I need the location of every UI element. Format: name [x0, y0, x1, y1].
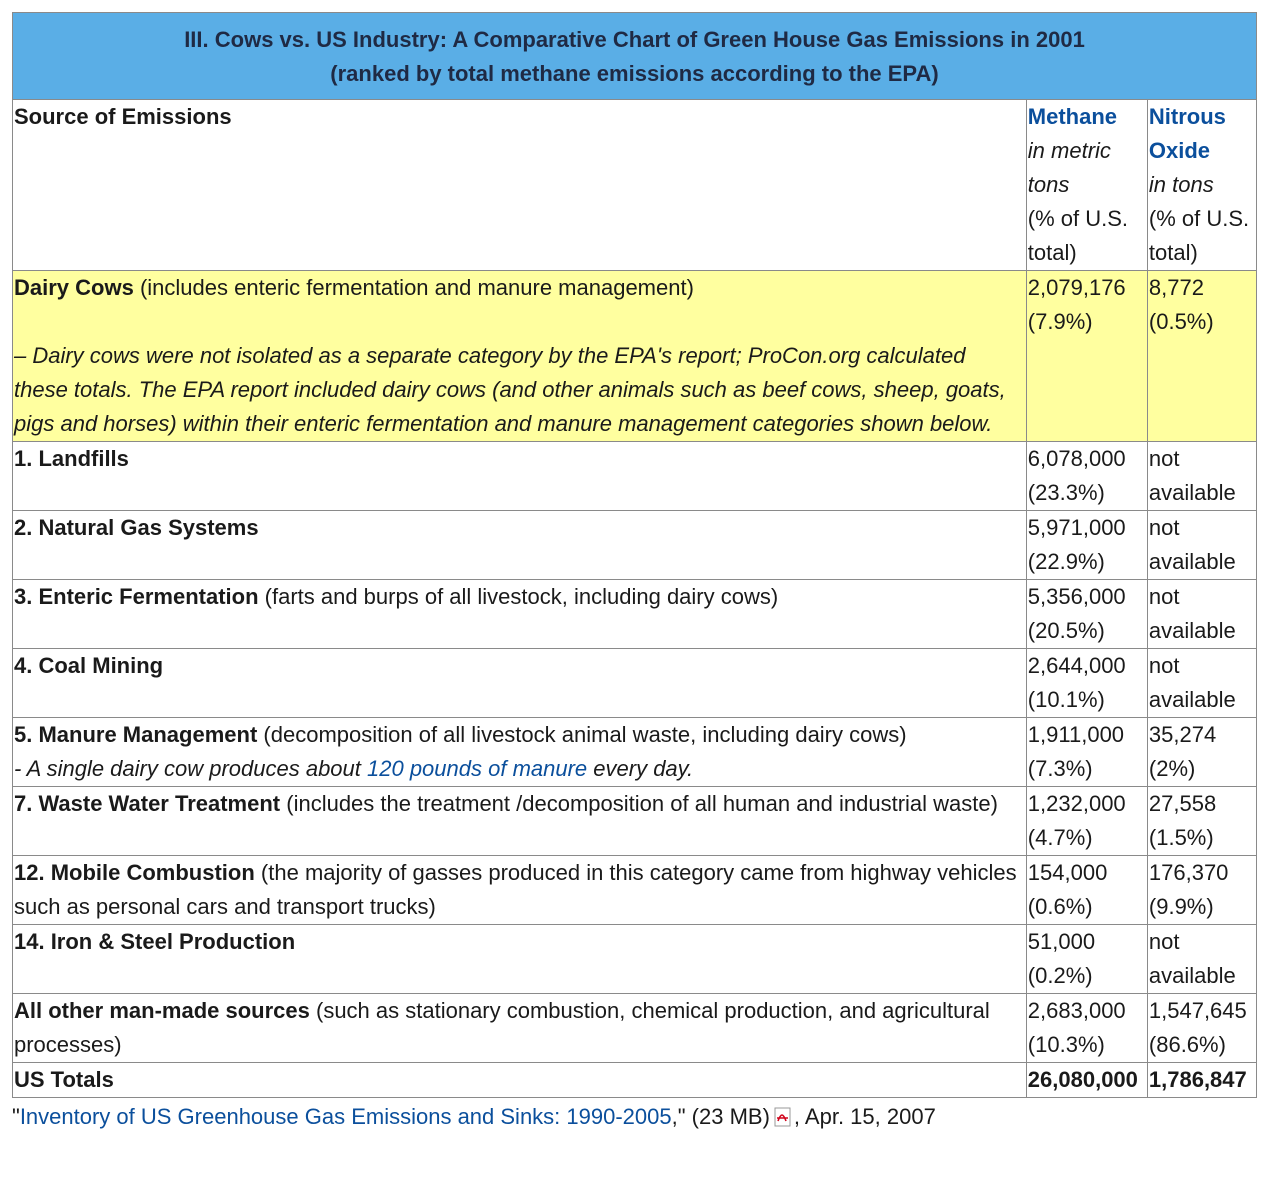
row-name: 4. Coal Mining	[14, 653, 164, 678]
nitrous-value: not	[1148, 929, 1180, 954]
methane-value: 154,000	[1027, 860, 1108, 885]
dairy-methane	[1026, 271, 1147, 442]
nitrous-unit: in tons	[1148, 172, 1214, 197]
methane-percent: (10.1%)	[1027, 687, 1105, 712]
methane-value: 51,000	[1027, 929, 1096, 954]
table-row	[13, 856, 1257, 925]
row-nitrous	[1147, 856, 1256, 925]
row-methane	[1026, 511, 1147, 580]
row-nitrous	[1147, 994, 1256, 1063]
citation-link[interactable]: Inventory of US Greenhouse Gas Emissions and Sinks: 1990-2005	[19, 1104, 672, 1129]
methane-value: 6,078,000	[1027, 446, 1126, 471]
table-row	[13, 442, 1257, 511]
table-row	[13, 994, 1257, 1063]
row-name: 2. Natural Gas Systems	[14, 515, 259, 540]
nitrous-percent: available	[1148, 618, 1236, 643]
row-name: Dairy Cows	[14, 275, 134, 300]
table-row	[13, 580, 1257, 649]
totals-nitrous: 1,786,847	[1147, 1063, 1256, 1098]
methane-value: 2,644,000	[1027, 653, 1126, 678]
totals-methane: 26,080,000	[1026, 1063, 1147, 1098]
row-nitrous	[1147, 787, 1256, 856]
row-source	[13, 718, 1027, 787]
row-source	[13, 649, 1027, 718]
nitrous-value: 1,547,645	[1148, 998, 1247, 1023]
pdf-icon[interactable]	[774, 1103, 792, 1123]
row-name: 3. Enteric Fermentation	[14, 584, 259, 609]
table-row	[13, 649, 1257, 718]
nitrous-percent: (2%)	[1148, 756, 1196, 781]
row-source	[13, 925, 1027, 994]
row-desc: (includes the treatment /decomposition of all human and industrial waste)	[286, 791, 998, 816]
nitrous-percent: (86.6%)	[1148, 1032, 1226, 1057]
row-nitrous	[1147, 580, 1256, 649]
manure-note-pre: - A single dairy cow produces about	[14, 756, 367, 781]
row-nitrous	[1147, 511, 1256, 580]
dairy-note: – Dairy cows were not isolated as a separate category by the EPA's report; ProCon.org calculated these totals. The EPA report included dairy cows (and other animals such as beef cows, sheep, goats, pigs and horses) within their enteric fermentation and manure management categories shown below.	[14, 343, 1006, 436]
methane-value: 1,911,000	[1027, 722, 1125, 747]
table-row	[13, 718, 1257, 787]
dairy-source	[13, 271, 1027, 442]
row-source	[13, 787, 1027, 856]
nitrous-percent: available	[1148, 963, 1236, 988]
nitrous-value: 35,274	[1148, 722, 1217, 747]
row-methane	[1026, 649, 1147, 718]
row-name: 7. Waste Water Treatment	[14, 791, 281, 816]
table-row	[13, 511, 1257, 580]
row-name: 1. Landfills	[14, 446, 129, 471]
header-source: Source of Emissions	[13, 100, 1027, 271]
methane-pct-note: (% of U.S. total)	[1027, 206, 1129, 265]
nitrous-percent: (1.5%)	[1148, 825, 1214, 850]
methane-percent: (7.3%)	[1027, 756, 1093, 781]
dairy-nitrous	[1147, 271, 1256, 442]
methane-percent: (23.3%)	[1027, 480, 1105, 505]
nitrous-percent: (9.9%)	[1148, 894, 1214, 919]
methane-percent: (7.9%)	[1027, 309, 1093, 334]
nitrous-value: not	[1148, 653, 1180, 678]
row-source	[13, 856, 1027, 925]
header-methane	[1026, 100, 1147, 271]
row-name: 5. Manure Management	[14, 722, 258, 747]
title-line-2: (ranked by total methane emissions according to the EPA)	[330, 61, 939, 86]
source-citation	[12, 1100, 1257, 1134]
citation-size: ," (23 MB)	[671, 1104, 770, 1129]
nitrous-pct-note: (% of U.S. total)	[1148, 206, 1250, 265]
methane-value: 2,079,176	[1027, 275, 1126, 300]
row-methane	[1026, 442, 1147, 511]
nitrous-value: 176,370	[1148, 860, 1229, 885]
row-desc: (farts and burps of all livestock, including dairy cows)	[264, 584, 779, 609]
nitrous-percent: (0.5%)	[1148, 309, 1214, 334]
emissions-table	[12, 12, 1257, 1098]
methane-percent: (22.9%)	[1027, 549, 1105, 574]
row-methane	[1026, 580, 1147, 649]
row-methane	[1026, 856, 1147, 925]
nitrous-percent: available	[1148, 687, 1236, 712]
row-nitrous	[1147, 925, 1256, 994]
emissions-chart	[12, 12, 1257, 1134]
totals-row	[13, 1063, 1257, 1098]
nitrous-value: not	[1148, 515, 1180, 540]
methane-value: 2,683,000	[1027, 998, 1126, 1023]
methane-value: 5,356,000	[1027, 584, 1126, 609]
manure-note-post: every day.	[587, 756, 694, 781]
row-nitrous	[1147, 718, 1256, 787]
table-row	[13, 787, 1257, 856]
table-row-dairy	[13, 271, 1257, 442]
title-line-1: III. Cows vs. US Industry: A Comparative Chart of Green House Gas Emissions in 2001	[184, 27, 1085, 52]
methane-percent: (10.3%)	[1027, 1032, 1105, 1057]
table-row	[13, 925, 1257, 994]
row-methane	[1026, 925, 1147, 994]
methane-percent: (20.5%)	[1027, 618, 1105, 643]
citation-date: , Apr. 15, 2007	[793, 1104, 936, 1129]
methane-unit: in metric tons	[1027, 138, 1111, 197]
row-methane	[1026, 718, 1147, 787]
methane-value: 1,232,000	[1027, 791, 1126, 816]
row-source	[13, 511, 1027, 580]
row-desc: (the majority of gasses produced in this category came from highway vehicles such as personal cars and transport trucks)	[14, 860, 1017, 919]
nitrous-percent: available	[1148, 549, 1236, 574]
methane-percent: (4.7%)	[1027, 825, 1093, 850]
table-title	[13, 13, 1257, 100]
row-methane	[1026, 787, 1147, 856]
manure-link[interactable]: 120 pounds of manure	[367, 756, 588, 781]
totals-label: US Totals	[13, 1063, 1027, 1098]
methane-link[interactable]: Methane	[1027, 104, 1118, 129]
row-name: 12. Mobile Combustion	[14, 860, 255, 885]
methane-percent: (0.2%)	[1027, 963, 1093, 988]
row-nitrous	[1147, 649, 1256, 718]
row-desc: (includes enteric fermentation and manure management)	[139, 275, 694, 300]
methane-percent: (0.6%)	[1027, 894, 1093, 919]
nitrous-value: 8,772	[1148, 275, 1204, 300]
nitrous-value: 27,558	[1148, 791, 1217, 816]
row-name: 14. Iron & Steel Production	[14, 929, 296, 954]
citation-open-quote: "	[12, 1104, 20, 1129]
nitrous-value: not	[1148, 584, 1180, 609]
row-desc: (decomposition of all livestock animal waste, including dairy cows)	[263, 722, 907, 747]
header-row	[13, 100, 1257, 271]
nitrous-link[interactable]: Nitrous Oxide	[1148, 104, 1226, 163]
header-nitrous	[1147, 100, 1256, 271]
methane-value: 5,971,000	[1027, 515, 1126, 540]
row-methane	[1026, 994, 1147, 1063]
row-source	[13, 442, 1027, 511]
nitrous-percent: available	[1148, 480, 1236, 505]
row-name: All other man-made sources	[14, 998, 310, 1023]
row-source	[13, 994, 1027, 1063]
nitrous-value: not	[1148, 446, 1180, 471]
row-source	[13, 580, 1027, 649]
row-desc: (such as stationary combustion, chemical production, and agricultural processes)	[14, 998, 990, 1057]
row-nitrous	[1147, 442, 1256, 511]
